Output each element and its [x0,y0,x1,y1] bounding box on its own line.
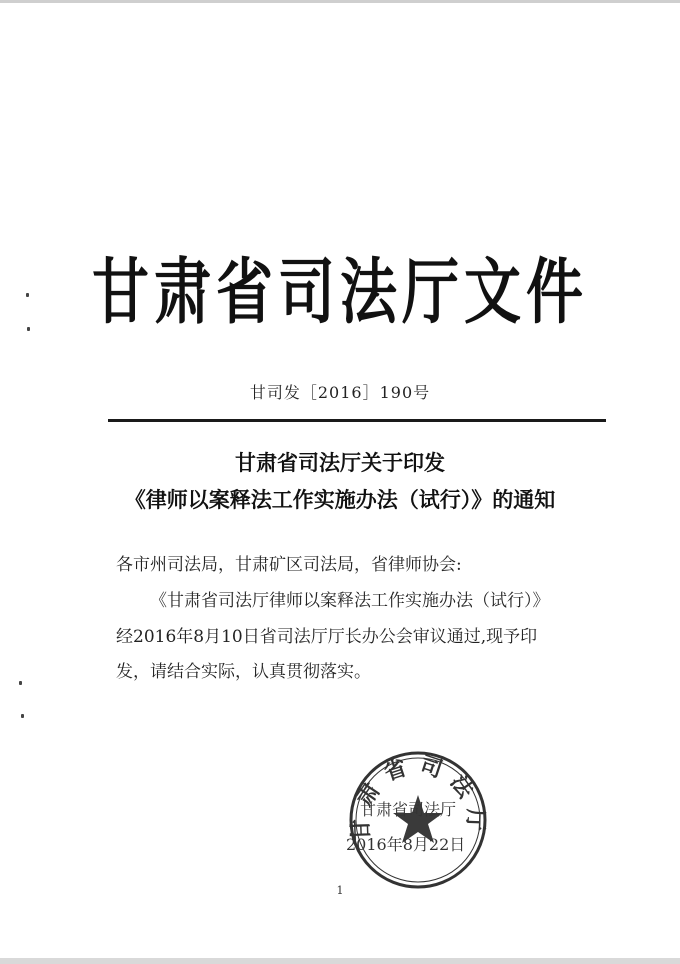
page-number: 1 [336,884,344,897]
notice-title-line-2: 《律师以案释法工作实施办法（试行）》的通知 [124,487,556,512]
page-top-edge [0,0,680,3]
page-bottom-edge [0,958,680,964]
notice-title-line-1: 甘肃省司法厅关于印发 [235,450,445,475]
signature-date: 2016年8月22日 [346,835,466,854]
header-rule [108,419,606,422]
signature-issuer: 甘肃省司法厅 [360,800,457,819]
body-line-1: 《甘肃省司法厅律师以案释法工作实施办法（试行）》 [150,591,550,611]
document-number: 甘司发［2016］190号 [249,383,431,402]
scan-speck [21,714,24,718]
body-line-3: 发，请结合实际，认真贯彻落实。 [116,662,371,682]
official-seal [345,747,491,893]
body-line-2: 经2016年8月10日省司法厅厅长办公会审议通过,现予印 [116,627,538,647]
addressee-line: 各市州司法局，甘肃矿区司法局，省律师协会: [116,555,462,575]
document-header-title: 甘肃省司法厅文件 [92,251,588,334]
scan-speck [19,681,22,685]
seal-text-path: 甘肃省司法厅 [347,751,489,842]
